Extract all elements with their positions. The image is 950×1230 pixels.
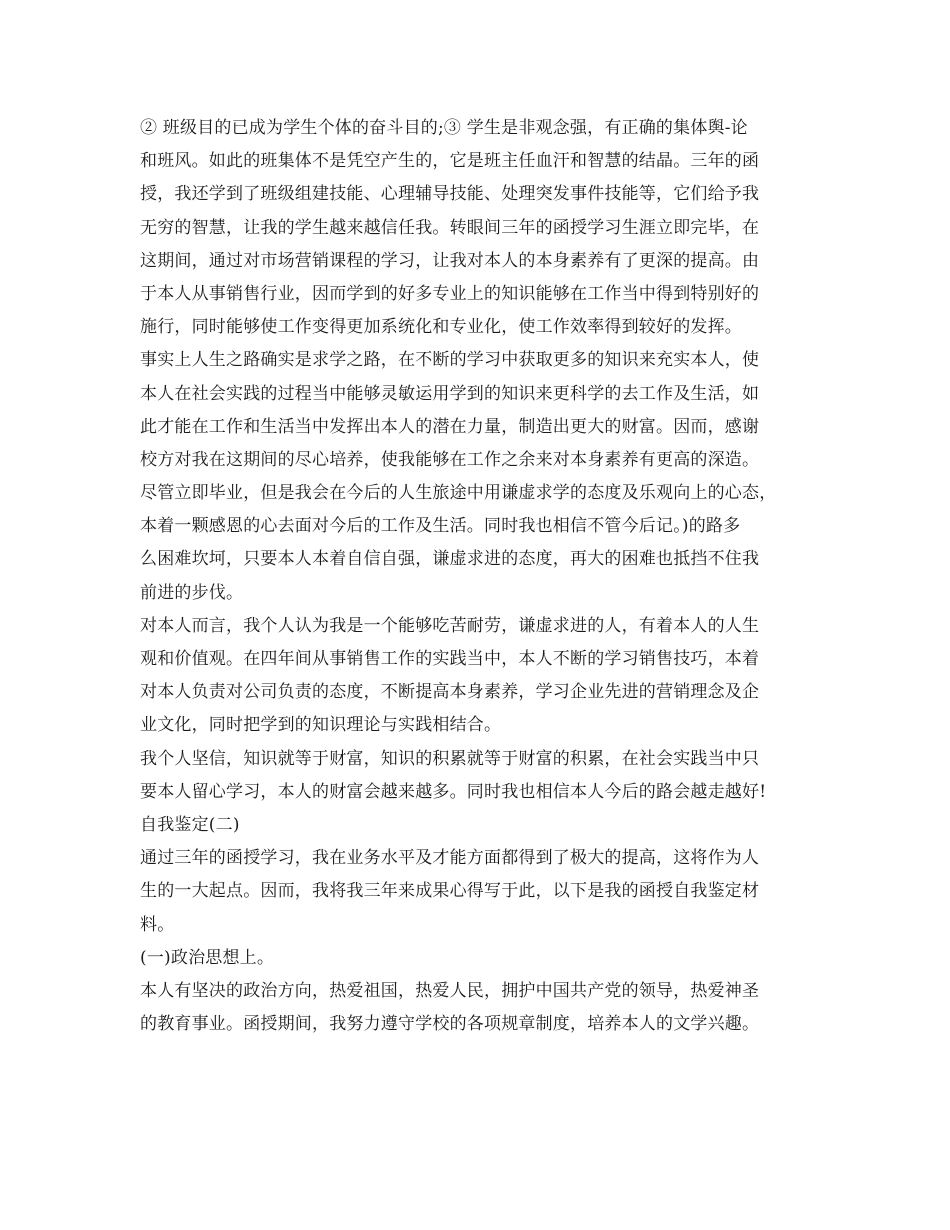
text-line: 对本人而言，我个人认为我是一个能够吃苦耐劳，谦虚求进的人，有着本人的人生 [140, 615, 760, 636]
text-line: 无穷的智慧，让我的学生越来越信任我。转眼间三年的函授学习生涯立即完毕，在 [140, 217, 760, 238]
text-line: 业文化，同时把学到的知识理论与实践相结合。 [140, 715, 502, 736]
text-line: 此才能在工作和生活当中发挥出本人的潜在力量，制造出更大的财富。因而，感谢 [140, 416, 760, 437]
text-line: 和班风。如此的班集体不是凭空产生的，它是班主任血汗和智慧的结晶。三年的函 [140, 151, 760, 172]
text-line: 施行，同时能够使工作变得更加系统化和专业化，使工作效率得到较好的发挥。 [140, 317, 742, 338]
text-line: 我个人坚信，知识就等于财富，知识的积累就等于财富的积累，在社会实践当中只 [140, 748, 760, 769]
text-line: 通过三年的函授学习，我在业务水平及才能方面都得到了极大的提高，这将作为人 [140, 848, 760, 869]
text-line: 要本人留心学习，本人的财富会越来越多。同时我也相信本人今后的路会越走越好! [140, 781, 767, 802]
text-line: 前进的步伐。 [140, 582, 244, 603]
text-line: 观和价值观。在四年间从事销售工作的实践当中，本人不断的学习销售技巧，本着 [140, 649, 760, 669]
text-line: 尽管立即毕业，但是我会在今后的人生旅途中用谦虚求学的态度及乐观向上的心态， [140, 483, 777, 504]
text-line: 料。 [140, 914, 175, 935]
text-line: 本人在社会实践的过程当中能够灵敏运用学到的知识来更科学的去工作及生活，如 [140, 383, 760, 404]
text-line: 本着一颗感恩的心去面对今后的工作及生活。同时我也相信不管今后记。)的路多 [140, 516, 741, 537]
text-line: 生的一大起点。因而，我将我三年来成果心得写于此，以下是我的函授自我鉴定材 [140, 881, 760, 902]
text-line: ② 班级目的已成为学生个体的奋斗目的;③ 学生是非观念强，有正确的集体舆-论 [140, 118, 748, 138]
text-line: 本人有坚决的政治方向，热爱祖国，热爱人民，拥护中国共产党的领导，热爱神圣 [140, 980, 760, 1001]
text-line: 授，我还学到了班级组建技能、心理辅导技能、处理突发事件技能等，它们给予我 [140, 184, 760, 205]
text-line: 对本人负责对公司负责的态度，不断提高本身素养，学习企业先进的营销理念及企 [140, 682, 760, 703]
text-line: 于本人从事销售行业，因而学到的好多专业上的知识能够在工作当中得到特别好的 [140, 283, 760, 304]
text-line: 的教育事业。函授期间，我努力遵守学校的各项规章制度，培养本人的文学兴趣。 [140, 1014, 760, 1035]
text-line: 校方对我在这期间的尽心培养，使我能够在工作之余来对本身素养有更高的深造。 [140, 449, 760, 470]
text-line: 么困难坎坷，只要本人本着自信自强，谦虚求进的态度，再大的困难也抵挡不住我 [140, 549, 760, 570]
subsection-heading: (一)政治思想上。 [140, 947, 275, 968]
document-body [140, 112, 820, 1041]
text-line: 事实上人生之路确实是求学之路，在不断的学习中获取更多的知识来充实本人，使 [140, 350, 760, 371]
section-heading: 自我鉴定(二) [140, 814, 240, 835]
text-line: 这期间，通过对市场营销课程的学习，让我对本人的本身素养有了更深的提高。由 [140, 250, 760, 271]
